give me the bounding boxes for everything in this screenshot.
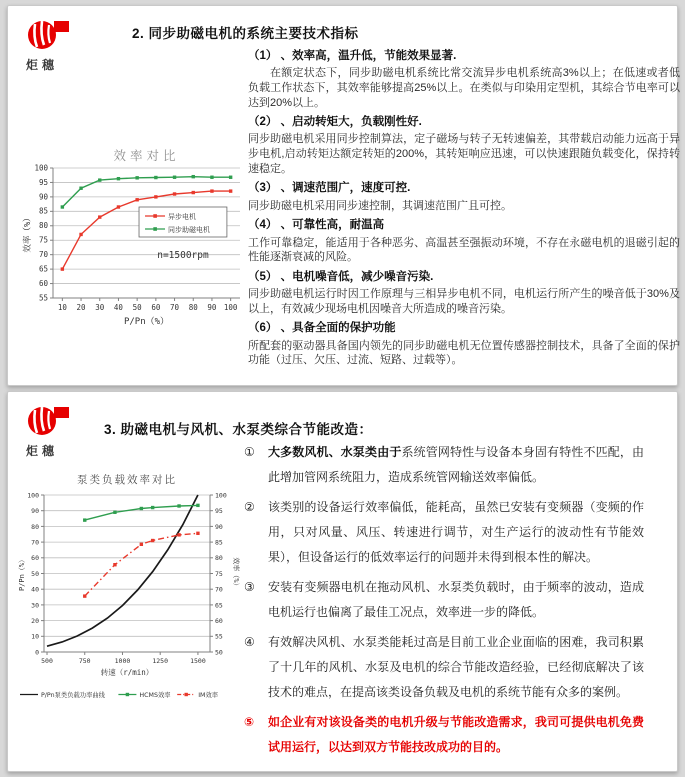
logo-text: 炬穗 <box>26 58 59 72</box>
data-marker <box>61 205 64 208</box>
data-marker <box>154 176 157 179</box>
svg-text:60: 60 <box>31 554 39 563</box>
y-axis-label-right: 效率（%） <box>232 557 240 590</box>
torch-logo-icon <box>26 400 72 436</box>
spec-item-heading: （3） 、调速范围广，速度可控. <box>248 182 411 195</box>
chart-title: 效率对比 <box>113 148 180 163</box>
section-2-title: 2. 同步助磁电机的系统主要技术指标 <box>132 26 359 41</box>
item-number: ② <box>244 500 255 514</box>
data-marker <box>135 176 138 179</box>
data-marker <box>154 195 157 198</box>
spec-item-body: 工作可靠稳定，能适用于各种恶劣、高温甚至强振动环境，不存在永磁电机的退磁引起的性能逐渐衰减的风险。 <box>248 236 680 264</box>
list-item: ③ 安装有变频器电机在拖动风机、水泵类负载时，由于频率的波动，造成电机运行也偏离了最佳工况点，效率进一步的降低。 <box>244 575 644 625</box>
data-marker <box>210 189 213 192</box>
data-marker <box>61 267 64 270</box>
svg-text:50: 50 <box>215 648 223 657</box>
svg-text:10: 10 <box>31 632 39 641</box>
y-axis-label: 效率（%） <box>23 213 33 253</box>
list-item: ⑤ 如企业有对该设备类的电机升级与节能改造需求，我司可提供电机免费试用运行，以达到双方节能技改成功的目的。 <box>244 710 644 760</box>
data-marker <box>79 233 82 236</box>
svg-text:70: 70 <box>215 585 223 594</box>
svg-text:95: 95 <box>215 507 223 516</box>
item-number: ⑤ <box>244 715 255 729</box>
svg-text:30: 30 <box>31 601 39 610</box>
series-line <box>47 495 198 646</box>
svg-text:75: 75 <box>38 235 48 245</box>
svg-text:50: 50 <box>31 569 39 578</box>
data-marker <box>113 511 116 514</box>
efficiency-comparison-svg <box>22 147 250 329</box>
svg-text:1250: 1250 <box>152 657 169 665</box>
data-marker <box>177 504 180 507</box>
svg-text:60: 60 <box>38 278 48 288</box>
x-axis-label: 转速（r/min） <box>100 668 154 677</box>
svg-text:1500: 1500 <box>190 657 206 665</box>
svg-text:70: 70 <box>170 303 180 312</box>
section-3-title: 3. 助磁电机与风机、水泵类综合节能改造： <box>104 422 373 437</box>
spec-item-body: 同步助磁电机采用同步速控制，其调速范围广且可控。 <box>248 199 512 212</box>
page-section-2 <box>7 5 678 386</box>
list-item: ① 大多数风机、水泵类由于系统管网特性与设备本身固有特性不匹配，由此增加管网系统阻力，造成系统管网输送效率偏低。 <box>244 440 644 490</box>
svg-text:65: 65 <box>38 264 48 274</box>
data-marker <box>135 198 138 201</box>
item-number: ① <box>244 445 255 459</box>
pump-load-efficiency-svg <box>16 470 240 704</box>
svg-text:95: 95 <box>38 177 48 187</box>
svg-text:40: 40 <box>113 303 123 312</box>
svg-text:55: 55 <box>38 293 48 303</box>
data-marker <box>173 176 176 179</box>
svg-text:80: 80 <box>31 522 39 531</box>
svg-text:65: 65 <box>215 601 223 610</box>
svg-text:90: 90 <box>31 507 39 516</box>
svg-text:30: 30 <box>95 303 105 312</box>
svg-text:HCMS效率: HCMS效率 <box>139 692 171 699</box>
svg-text:20: 20 <box>76 303 86 312</box>
data-marker <box>196 532 199 535</box>
svg-text:55: 55 <box>215 632 223 641</box>
list-item: ② 该类别的设备运行效率偏低，能耗高，虽然已安装有变频器（变频的作用，只对风量、风压、转速进行调节，对生产运行的波动性有节能效果），但设备运行的低效率运行的问题并未得到根本性的解决。 <box>244 495 644 570</box>
spec-item-body: 同步助磁电机采用同步控制算法，定子磁场与转子无转速偏差，其带载启动能力远高于异步电机,启动转矩达额定转矩的200%，其转矩响应迅速，可以快速跟随负载变化，保持转速稳定。 <box>248 133 680 175</box>
data-marker <box>196 504 199 507</box>
svg-text:90: 90 <box>207 303 217 312</box>
spec-item-heading: （6） 、具备全面的保护功能 <box>248 322 396 335</box>
data-marker <box>192 175 195 178</box>
data-marker <box>192 191 195 194</box>
svg-text:80: 80 <box>215 554 223 563</box>
data-marker <box>79 187 82 190</box>
svg-text:20: 20 <box>31 617 39 625</box>
data-marker <box>98 178 101 181</box>
svg-text:60: 60 <box>151 303 161 312</box>
svg-text:异步电机: 异步电机 <box>168 212 197 221</box>
data-marker <box>98 215 101 218</box>
spec-item-heading: （5） 、电机噪音低，减少噪音污染. <box>248 270 434 283</box>
data-marker <box>83 518 86 521</box>
svg-text:90: 90 <box>38 192 48 202</box>
chart-annotation: n=1500rpm <box>157 250 209 261</box>
data-marker <box>210 176 213 179</box>
svg-text:10: 10 <box>57 303 67 312</box>
svg-text:60: 60 <box>215 617 223 625</box>
svg-text:80: 80 <box>38 221 48 231</box>
pump-load-efficiency-chart <box>16 470 240 704</box>
item-number: ③ <box>244 580 255 594</box>
data-marker <box>229 176 232 179</box>
data-marker <box>151 539 154 542</box>
spec-item-heading: （2） 、启动转矩大，负载刚性好. <box>248 116 422 129</box>
svg-text:100: 100 <box>215 491 227 500</box>
data-marker <box>173 192 176 195</box>
spec-item-heading: （1） 、效率高，温升低，节能效果显著. <box>248 50 457 62</box>
spec-item-body: 在额定状态下，同步助磁电机系统比常交流异步电机系统高3%以上；在低速或者低负载工作状态下，其效率能够提高25%以上。在类似与印染用定型机，其综合节电率可以达到20%以上。 <box>248 67 680 109</box>
efficiency-comparison-chart <box>22 147 250 329</box>
svg-text:100: 100 <box>27 491 39 500</box>
svg-text:70: 70 <box>31 538 39 547</box>
list-item: ④ 有效解决风机、水泵类能耗过高是目前工业企业面临的困难，我司积累了十几年的风机、水泵及电机的综合节能改造经验，已经彻底解决了该技术的难点，在提高该类设备负载及电机的系统节能有众多的案例。 <box>244 630 644 705</box>
torch-logo-icon <box>26 14 72 50</box>
spec-list <box>248 44 680 369</box>
logo-text: 炬穗 <box>26 444 59 458</box>
svg-text:P/Pn泵类负载功率曲线: P/Pn泵类负载功率曲线 <box>41 692 105 699</box>
spec-item-heading: （4） 、可靠性高，耐温高 <box>248 219 385 232</box>
svg-text:100: 100 <box>34 163 48 173</box>
item-number: ④ <box>244 635 255 649</box>
svg-text:70: 70 <box>38 250 48 260</box>
svg-text:80: 80 <box>188 303 198 312</box>
svg-text:75: 75 <box>215 569 223 578</box>
spec-item-body: 所配套的驱动器具备国内领先的同步助磁电机无位置传感器控制技术，具备了全面的保护功能（过压、欠压、过流、短路、过载等）。 <box>248 339 680 367</box>
data-marker <box>140 543 143 546</box>
company-logo <box>26 14 88 73</box>
item-bold-lead: 大多数风机、水泵类由于 <box>268 445 402 459</box>
svg-text:0: 0 <box>35 648 39 657</box>
data-marker <box>229 189 232 192</box>
y-axis-label: P/Pn（%） <box>18 555 26 592</box>
svg-text:500: 500 <box>41 657 53 665</box>
data-marker <box>83 594 86 597</box>
page-section-3 <box>7 391 678 772</box>
svg-text:50: 50 <box>132 303 142 312</box>
data-marker <box>117 205 120 208</box>
svg-text:40: 40 <box>31 585 39 594</box>
svg-text:同步助磁电机: 同步助磁电机 <box>168 225 211 234</box>
company-logo <box>26 400 88 459</box>
data-marker <box>113 563 116 566</box>
numbered-list <box>244 440 644 765</box>
svg-text:85: 85 <box>38 206 48 216</box>
data-marker <box>177 533 180 536</box>
svg-text:1000: 1000 <box>114 657 131 665</box>
data-marker <box>151 506 154 509</box>
data-marker <box>140 507 143 510</box>
chart-title: 泵类负载效率对比 <box>77 474 177 486</box>
svg-text:IM效率: IM效率 <box>198 692 219 699</box>
svg-text:85: 85 <box>215 538 223 547</box>
data-marker <box>117 177 120 180</box>
svg-text:750: 750 <box>78 657 91 665</box>
svg-text:100: 100 <box>223 303 238 312</box>
svg-text:90: 90 <box>215 522 223 531</box>
x-axis-label: P/Pn（%） <box>123 317 170 327</box>
spec-item-body: 同步助磁电机运行时因工作原理与三相异步电机不同，电机运行所产生的噪音低于30%及以上，有效减少现场电机因噪音大所造成的噪音污染。 <box>248 288 680 315</box>
